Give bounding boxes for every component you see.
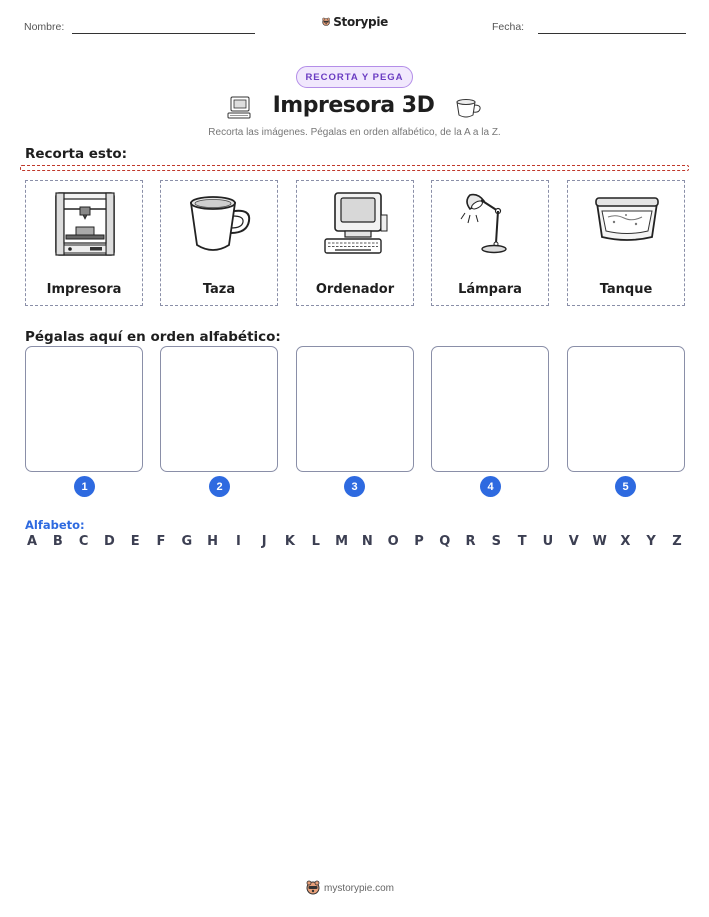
alphabet-letter: K (284, 534, 295, 549)
slot-number-badge: 5 (615, 476, 636, 497)
page-title: Impresora 3D (272, 93, 435, 118)
paste-slot-1[interactable] (25, 346, 143, 472)
alphabet-letter: L (311, 534, 320, 549)
3d-printer-icon (50, 189, 120, 259)
alphabet-letter: T (517, 534, 527, 549)
cup-icon (185, 189, 255, 259)
alphabet-letter: I (235, 534, 241, 549)
storypie-mascot-icon (322, 14, 330, 30)
brand-logo (322, 12, 388, 32)
paste-slot-2[interactable] (160, 346, 278, 472)
card-label: Impresora (46, 282, 122, 297)
alphabet-label: Alfabeto: (25, 518, 85, 532)
paste-section-label: Pégalas aquí en orden alfabético: (25, 329, 281, 345)
alphabet-letter: D (103, 534, 115, 549)
card-label: Tanque (599, 282, 653, 297)
alphabet-row (25, 534, 684, 549)
alphabet-letter: N (361, 534, 373, 549)
alphabet-letter: Z (672, 534, 682, 549)
alphabet-letter: J (261, 534, 267, 549)
alphabet-letter: R (465, 534, 476, 549)
alphabet-letter: H (207, 534, 219, 549)
cup-icon (453, 96, 483, 120)
alphabet-letter: X (620, 534, 631, 549)
footer-url[interactable]: mystorypie.com (324, 882, 395, 894)
alphabet-letter: V (568, 534, 579, 549)
paste-slot-5[interactable] (567, 346, 685, 472)
name-line[interactable] (72, 33, 255, 34)
date-line[interactable] (538, 33, 686, 34)
alphabet-letter: Y (646, 534, 656, 549)
alphabet-letter: P (414, 534, 424, 549)
instructions: Recorta las imágenes. Pégalas en orden alfabético, de la A a la Z. (208, 127, 501, 138)
alphabet-letter: O (387, 534, 399, 549)
name-label: Nombre: (24, 21, 65, 33)
card-label: Taza (202, 282, 236, 297)
slot-number-badge: 2 (209, 476, 230, 497)
alphabet-letter: W (592, 534, 607, 549)
alphabet-letter: E (130, 534, 140, 549)
alphabet-letter: S (491, 534, 502, 549)
cut-card-ordenador[interactable] (296, 180, 414, 306)
slot-number-badge: 3 (344, 476, 365, 497)
alphabet-letter: F (156, 534, 166, 549)
alphabet-letter: C (78, 534, 89, 549)
alphabet-letter: Q (439, 534, 451, 549)
slot-number-badge: 1 (74, 476, 95, 497)
alphabet-letter: B (52, 534, 63, 549)
title-row (0, 93, 709, 121)
storypie-mascot-icon (306, 880, 320, 896)
cut-card-taza[interactable] (160, 180, 278, 306)
cut-card-tanque[interactable] (567, 180, 685, 306)
cut-card-impresora[interactable] (25, 180, 143, 306)
alphabet-letter: M (335, 534, 349, 549)
computer-icon (321, 189, 391, 259)
cut-card-lampara[interactable] (431, 180, 549, 306)
activity-badge: RECORTA Y PEGA (296, 66, 413, 88)
card-label: Lámpara (458, 282, 522, 297)
cut-section-label: Recorta esto: (25, 146, 128, 162)
computer-icon (226, 95, 256, 121)
slot-number-badge: 4 (480, 476, 501, 497)
alphabet-letter: U (542, 534, 554, 549)
brand-name: Storypie (333, 15, 388, 29)
alphabet-letter: G (181, 534, 193, 549)
paste-slot-3[interactable] (296, 346, 414, 472)
date-label: Fecha: (492, 21, 525, 33)
alphabet-letter: A (26, 534, 38, 549)
tank-icon (592, 189, 662, 259)
desk-lamp-icon (456, 189, 526, 259)
card-label: Ordenador (315, 282, 395, 297)
footer (306, 880, 394, 896)
paste-slot-4[interactable] (431, 346, 549, 472)
cut-line (20, 165, 689, 171)
